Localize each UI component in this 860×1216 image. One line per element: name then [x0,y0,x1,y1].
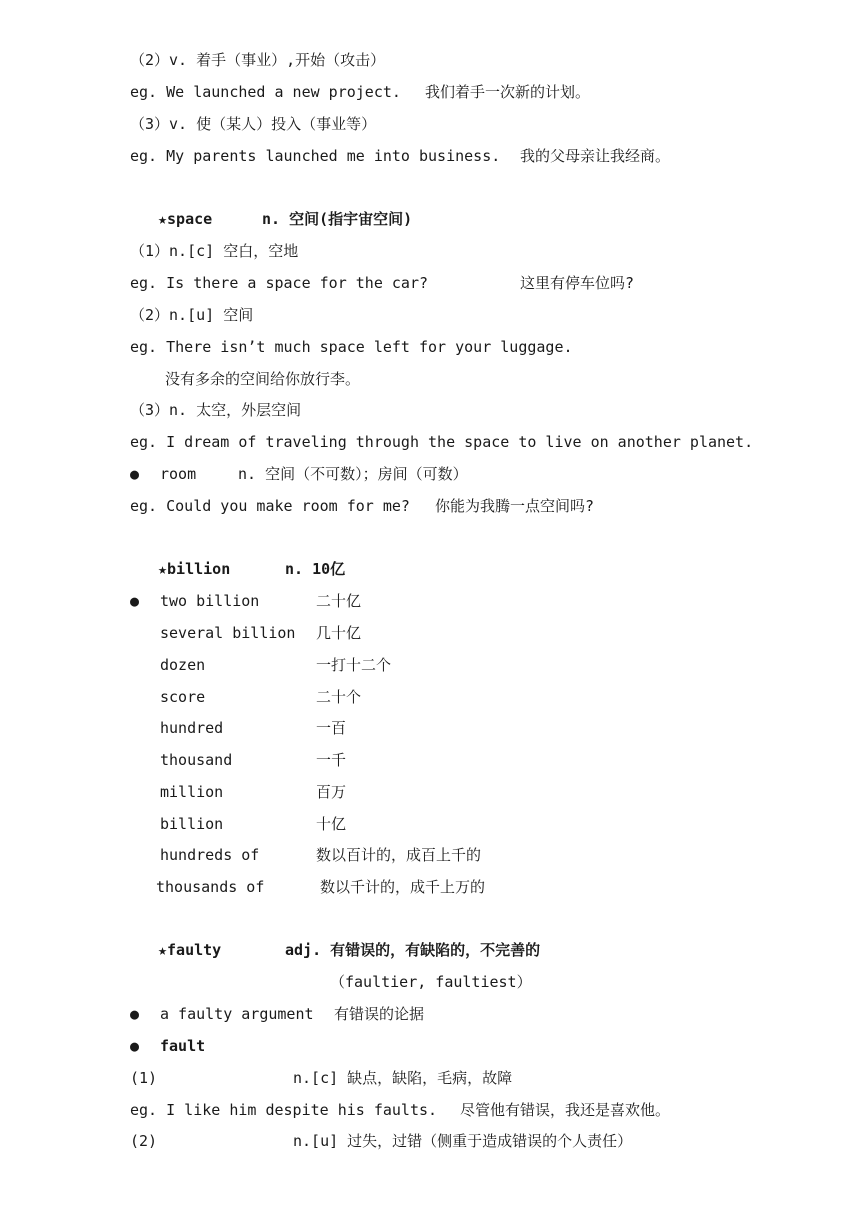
number-word-zh: 数以百计的，成百上千的 [316,846,482,864]
launch-sense-3: （3）v. 使（某人）投入（事业等） [130,115,377,133]
number-word-en: million [160,783,224,801]
bullet-icon: ● [130,1037,140,1055]
number-word-zh: 几十亿 [316,624,362,642]
fault-sense-1-definition: n.[c] 缺点，缺陷，毛病，故障 [293,1069,513,1087]
space-heading-word: ★space [158,210,213,228]
bullet-icon: ● [130,1005,140,1023]
launch-sense-2: （2）v. 着手（事业）,开始（攻击） [130,51,386,69]
faulty-phrase-en: a faulty argument [160,1005,314,1023]
number-word-en: several billion [160,624,296,642]
fault-sense-2-number: (2) [130,1132,158,1150]
space-heading-definition: n. 空间(指宇宙空间) [262,210,413,228]
space-example-1-zh: 这里有停车位吗? [520,274,635,292]
room-example-zh: 你能为我腾一点空间吗? [435,497,595,515]
fault-example-1-zh: 尽管他有错误，我还是喜欢他。 [460,1101,671,1119]
billion-heading-definition: n. 10亿 [285,560,346,578]
number-word-zh: 十亿 [316,815,347,833]
fault-example-1-en: eg. I like him despite his faults. [130,1101,438,1119]
room-example-en: eg. Could you make room for me? [130,497,410,515]
number-word-zh: 二十亿 [316,592,362,610]
faulty-phrase-zh: 有错误的论据 [334,1005,425,1023]
faulty-comparative-forms: （faultier, faultiest） [330,973,532,991]
number-word-en: thousand [160,751,233,769]
number-word-zh: 二十个 [316,688,362,706]
launch-example-3-en: eg. My parents launched me into business. [130,147,501,165]
number-word-zh: 数以千计的，成千上万的 [320,878,486,896]
fault-sense-2-definition: n.[u] 过失，过错（侧重于造成错误的个人责任） [293,1132,633,1150]
fault-sense-1-number: (1) [130,1069,158,1087]
faulty-heading-definition: adj. 有错误的，有缺陷的，不完善的 [285,941,541,959]
space-sense-1: （1）n.[c] 空白，空地 [130,242,299,260]
launch-example-2-zh: 我们着手一次新的计划。 [425,83,591,101]
space-example-2-en: eg. There isn’t much space left for your luggage. [130,338,573,356]
faulty-heading-word: ★faulty [158,941,222,959]
space-sense-3: （3）n. 太空，外层空间 [130,401,302,419]
number-word-en: hundreds of [160,846,260,864]
room-word: room [160,465,197,483]
bullet-icon: ● [130,465,140,483]
room-definition: n. 空间（不可数）；房间（可数） [238,465,468,483]
number-word-en: dozen [160,656,206,674]
number-word-en: billion [160,815,224,833]
number-word-en: score [160,688,206,706]
number-word-en: two billion [160,592,260,610]
number-word-zh: 一百 [316,719,347,737]
number-word-zh: 百万 [316,783,347,801]
launch-example-3-zh: 我的父母亲让我经商。 [520,147,671,165]
billion-heading-word: ★billion [158,560,231,578]
launch-example-2-en: eg. We launched a new project. [130,83,401,101]
space-example-2-zh: 没有多余的空间给你放行李。 [165,370,361,388]
bullet-icon: ● [130,592,140,610]
number-word-zh: 一打十二个 [316,656,392,674]
space-example-3-en: eg. I dream of traveling through the space to live on another planet. [130,433,754,451]
fault-word: fault [160,1037,206,1055]
number-word-zh: 一千 [316,751,347,769]
number-word-en: thousands of [156,878,265,896]
space-example-1-en: eg. Is there a space for the car? [130,274,429,292]
number-word-en: hundred [160,719,224,737]
space-sense-2: （2）n.[u] 空间 [130,306,254,324]
